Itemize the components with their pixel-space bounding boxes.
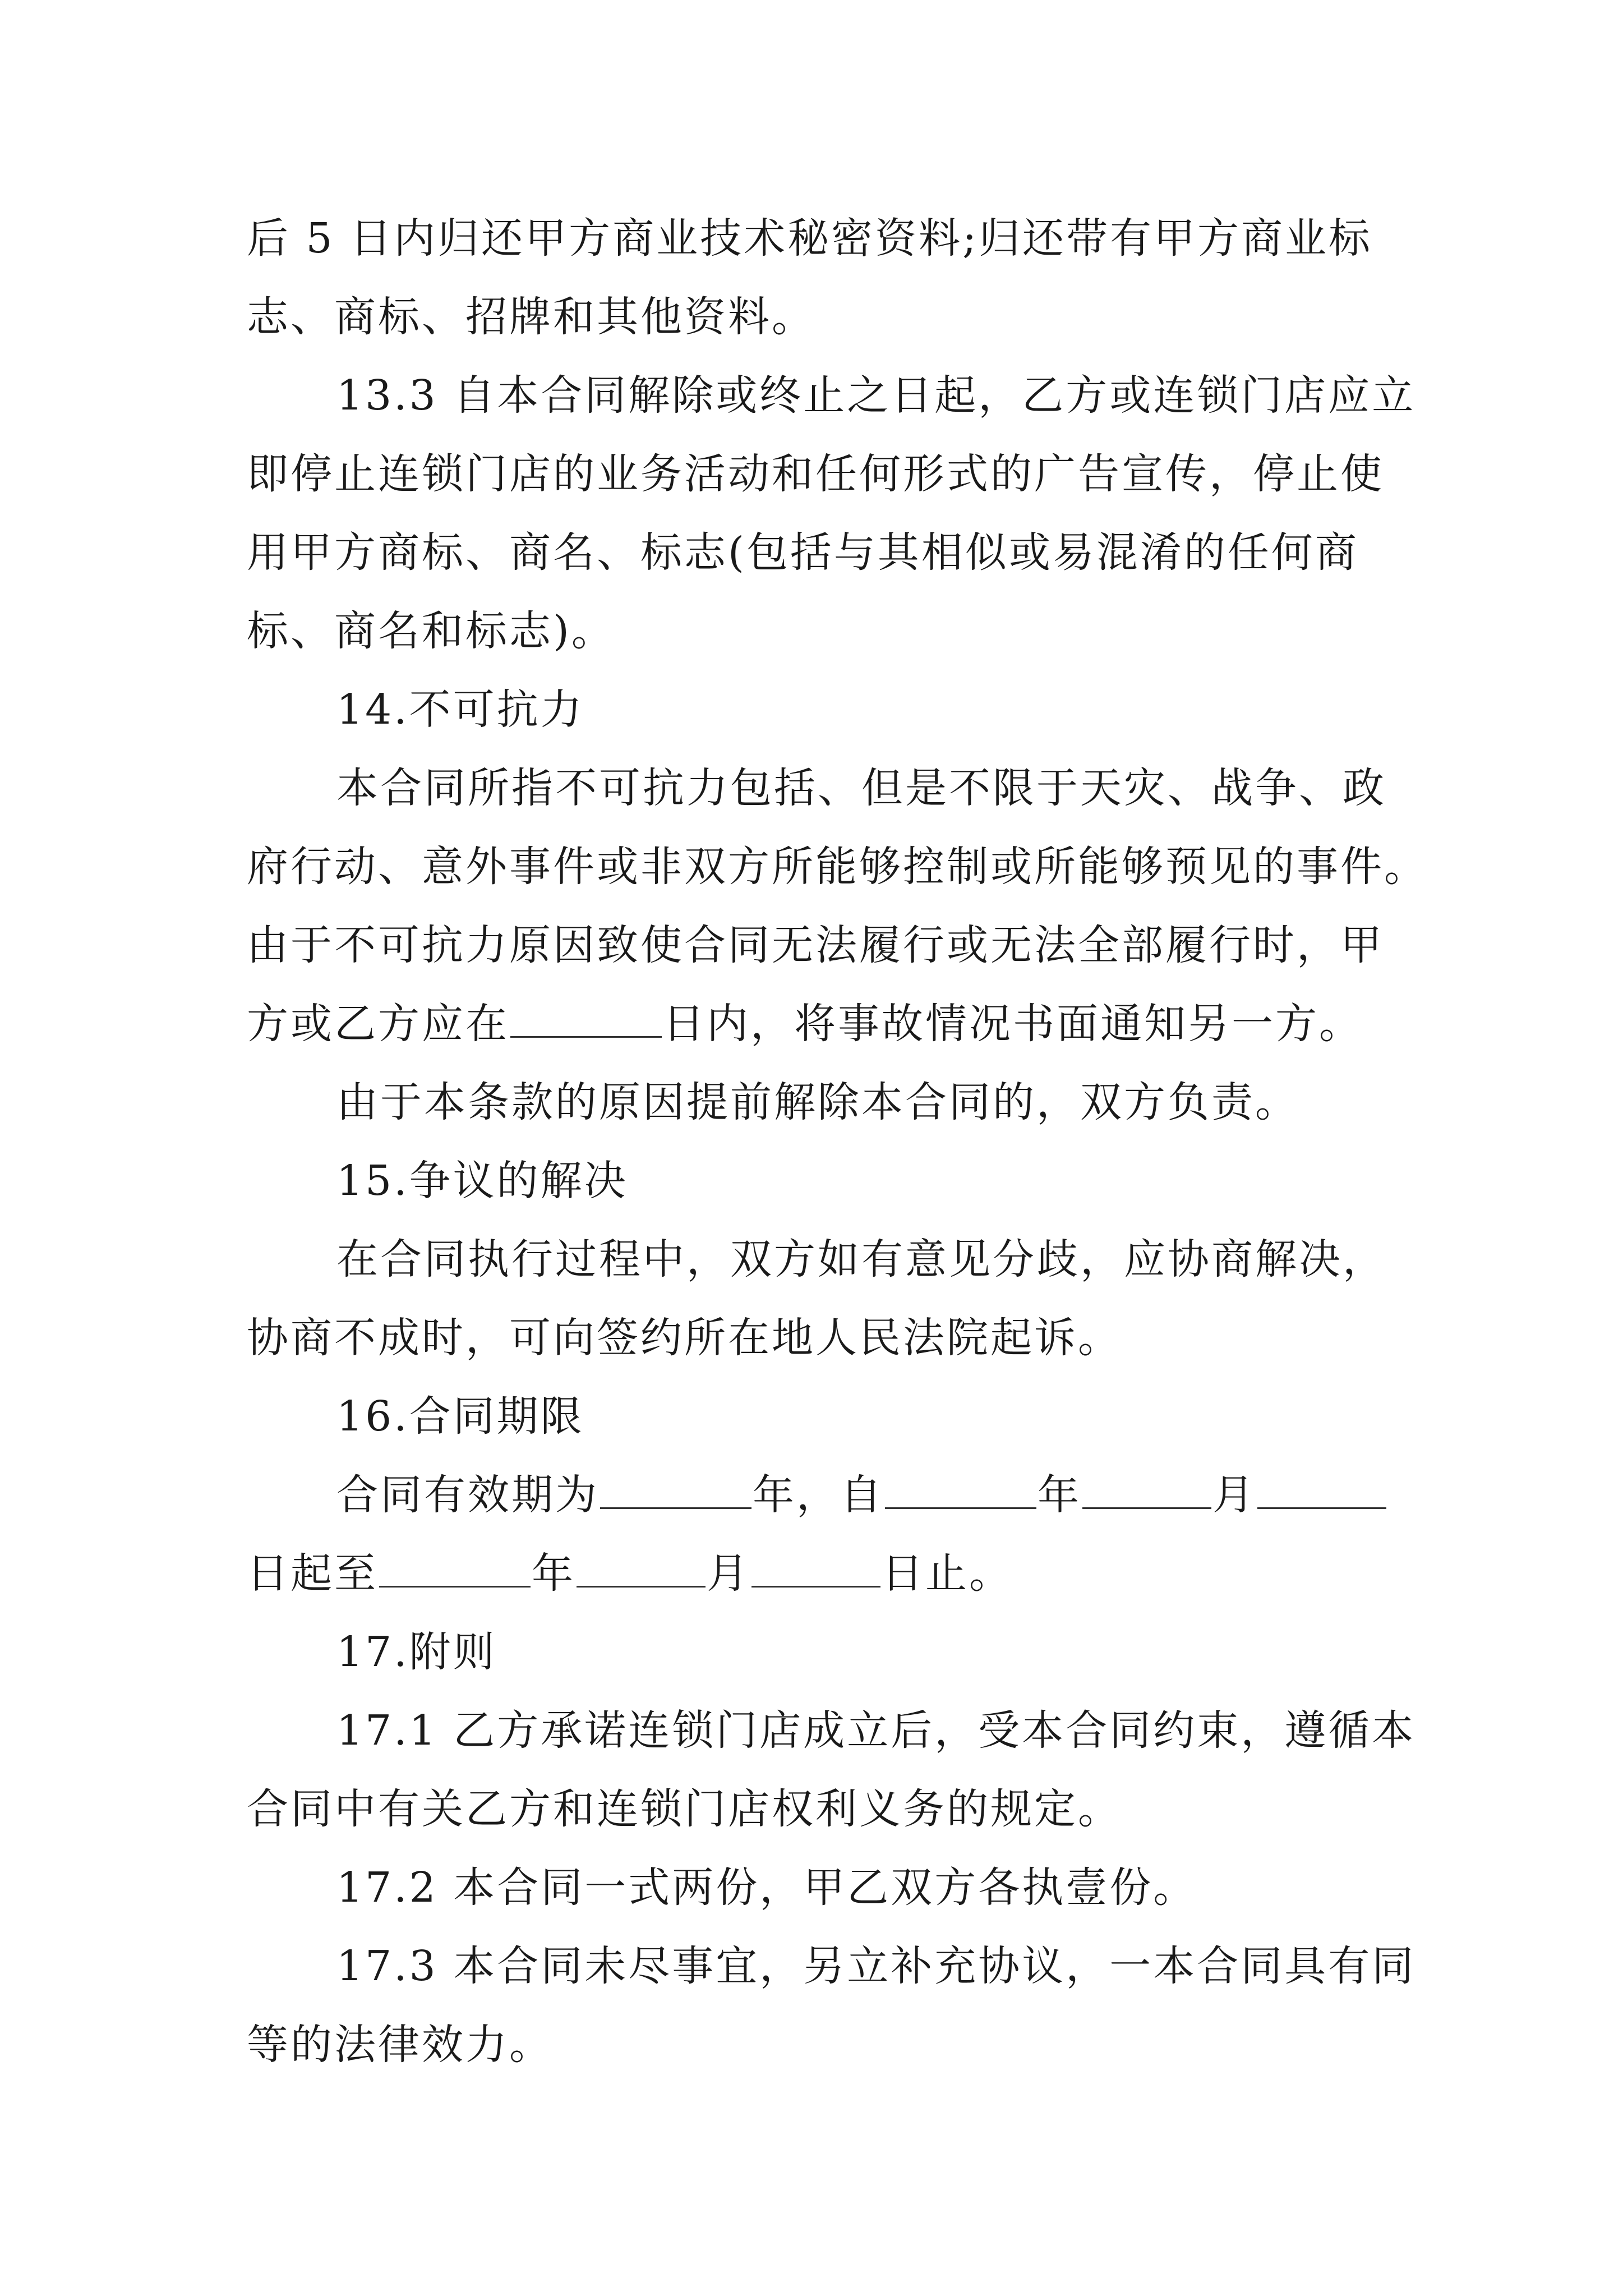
text-line: 在合同执行过程中，双方如有意见分歧，应协商解决，: [336, 1235, 1386, 1283]
blank-field: [577, 1551, 706, 1588]
term-text: 年，自: [753, 1471, 884, 1519]
term-line-2: [247, 1543, 1396, 1604]
blank-field: [1257, 1473, 1386, 1509]
text-line: 用甲方商标、商名、标志(包括与其相似或易混淆的任何商: [247, 528, 1359, 577]
text-line: 等的法律效力。: [247, 2021, 553, 2069]
term-text: 年: [1038, 1471, 1081, 1519]
term-line-1: [336, 1464, 1486, 1526]
term-text: 月: [1212, 1471, 1256, 1519]
text-line: 府行动、意外事件或非双方所能够控制或所能够预见的事件。: [247, 843, 1428, 891]
term-text: 年: [532, 1549, 575, 1598]
heading-force-majeure: 14.不可抗力: [336, 685, 584, 734]
text-line: 志、商标、招牌和其他资料。: [247, 293, 815, 341]
heading-term: 16.合同期限: [336, 1392, 584, 1441]
clause-17-1: 17.1 乙方承诺连锁门店成立后，受本合同约束，遵循本: [336, 1706, 1416, 1755]
text-line: 本合同所指不可抗力包括、但是不限于天灾、战争、政: [336, 764, 1386, 812]
text-line: 协商不成时，可向签约所在地人民法院起诉。: [247, 1314, 1122, 1362]
notice-text-before: 方或乙方应在: [247, 1000, 509, 1048]
term-text: 月: [707, 1549, 750, 1598]
term-text: 日止。: [882, 1549, 1013, 1598]
blank-field: [1082, 1473, 1211, 1509]
text-line: 后 5 日内归还甲方商业技术秘密资料;归还带有甲方商业标: [247, 214, 1373, 263]
text-line: 即停止连锁门店的业务活动和任何形式的广告宣传，停止使: [247, 450, 1384, 498]
term-text: 日起至: [247, 1549, 378, 1598]
term-text: 合同有效期为: [336, 1471, 599, 1519]
text-line: 由于不可抗力原因致使合同无法履行或无法全部履行时，甲: [247, 921, 1384, 969]
text-line: 由于本条款的原因提前解除本合同的，双方负责。: [336, 1078, 1299, 1126]
clause-17-3: 17.3 本合同未尽事宜，另立补充协议，一本合同具有同: [336, 1942, 1416, 1990]
text-line: 合同中有关乙方和连锁门店权利义务的规定。: [247, 1785, 1122, 1833]
notice-text-after: 日内，将事故情况书面通知另一方。: [663, 1000, 1363, 1048]
blank-field: [600, 1473, 751, 1509]
clause-17-2: 17.2 本合同一式两份，甲乙双方各执壹份。: [336, 1864, 1197, 1912]
notice-line: [247, 993, 1396, 1055]
text-line: 标、商名和标志)。: [247, 607, 615, 655]
heading-dispute: 15.争议的解决: [336, 1157, 628, 1205]
heading-appendix: 17.附则: [336, 1628, 497, 1676]
clause-13-3: 13.3 自本合同解除或终止之日起，乙方或连锁门店应立: [336, 371, 1416, 420]
blank-field: [379, 1551, 531, 1588]
blank-field: [751, 1551, 880, 1588]
blank-field: [885, 1473, 1036, 1509]
blank-field: [510, 1001, 662, 1038]
